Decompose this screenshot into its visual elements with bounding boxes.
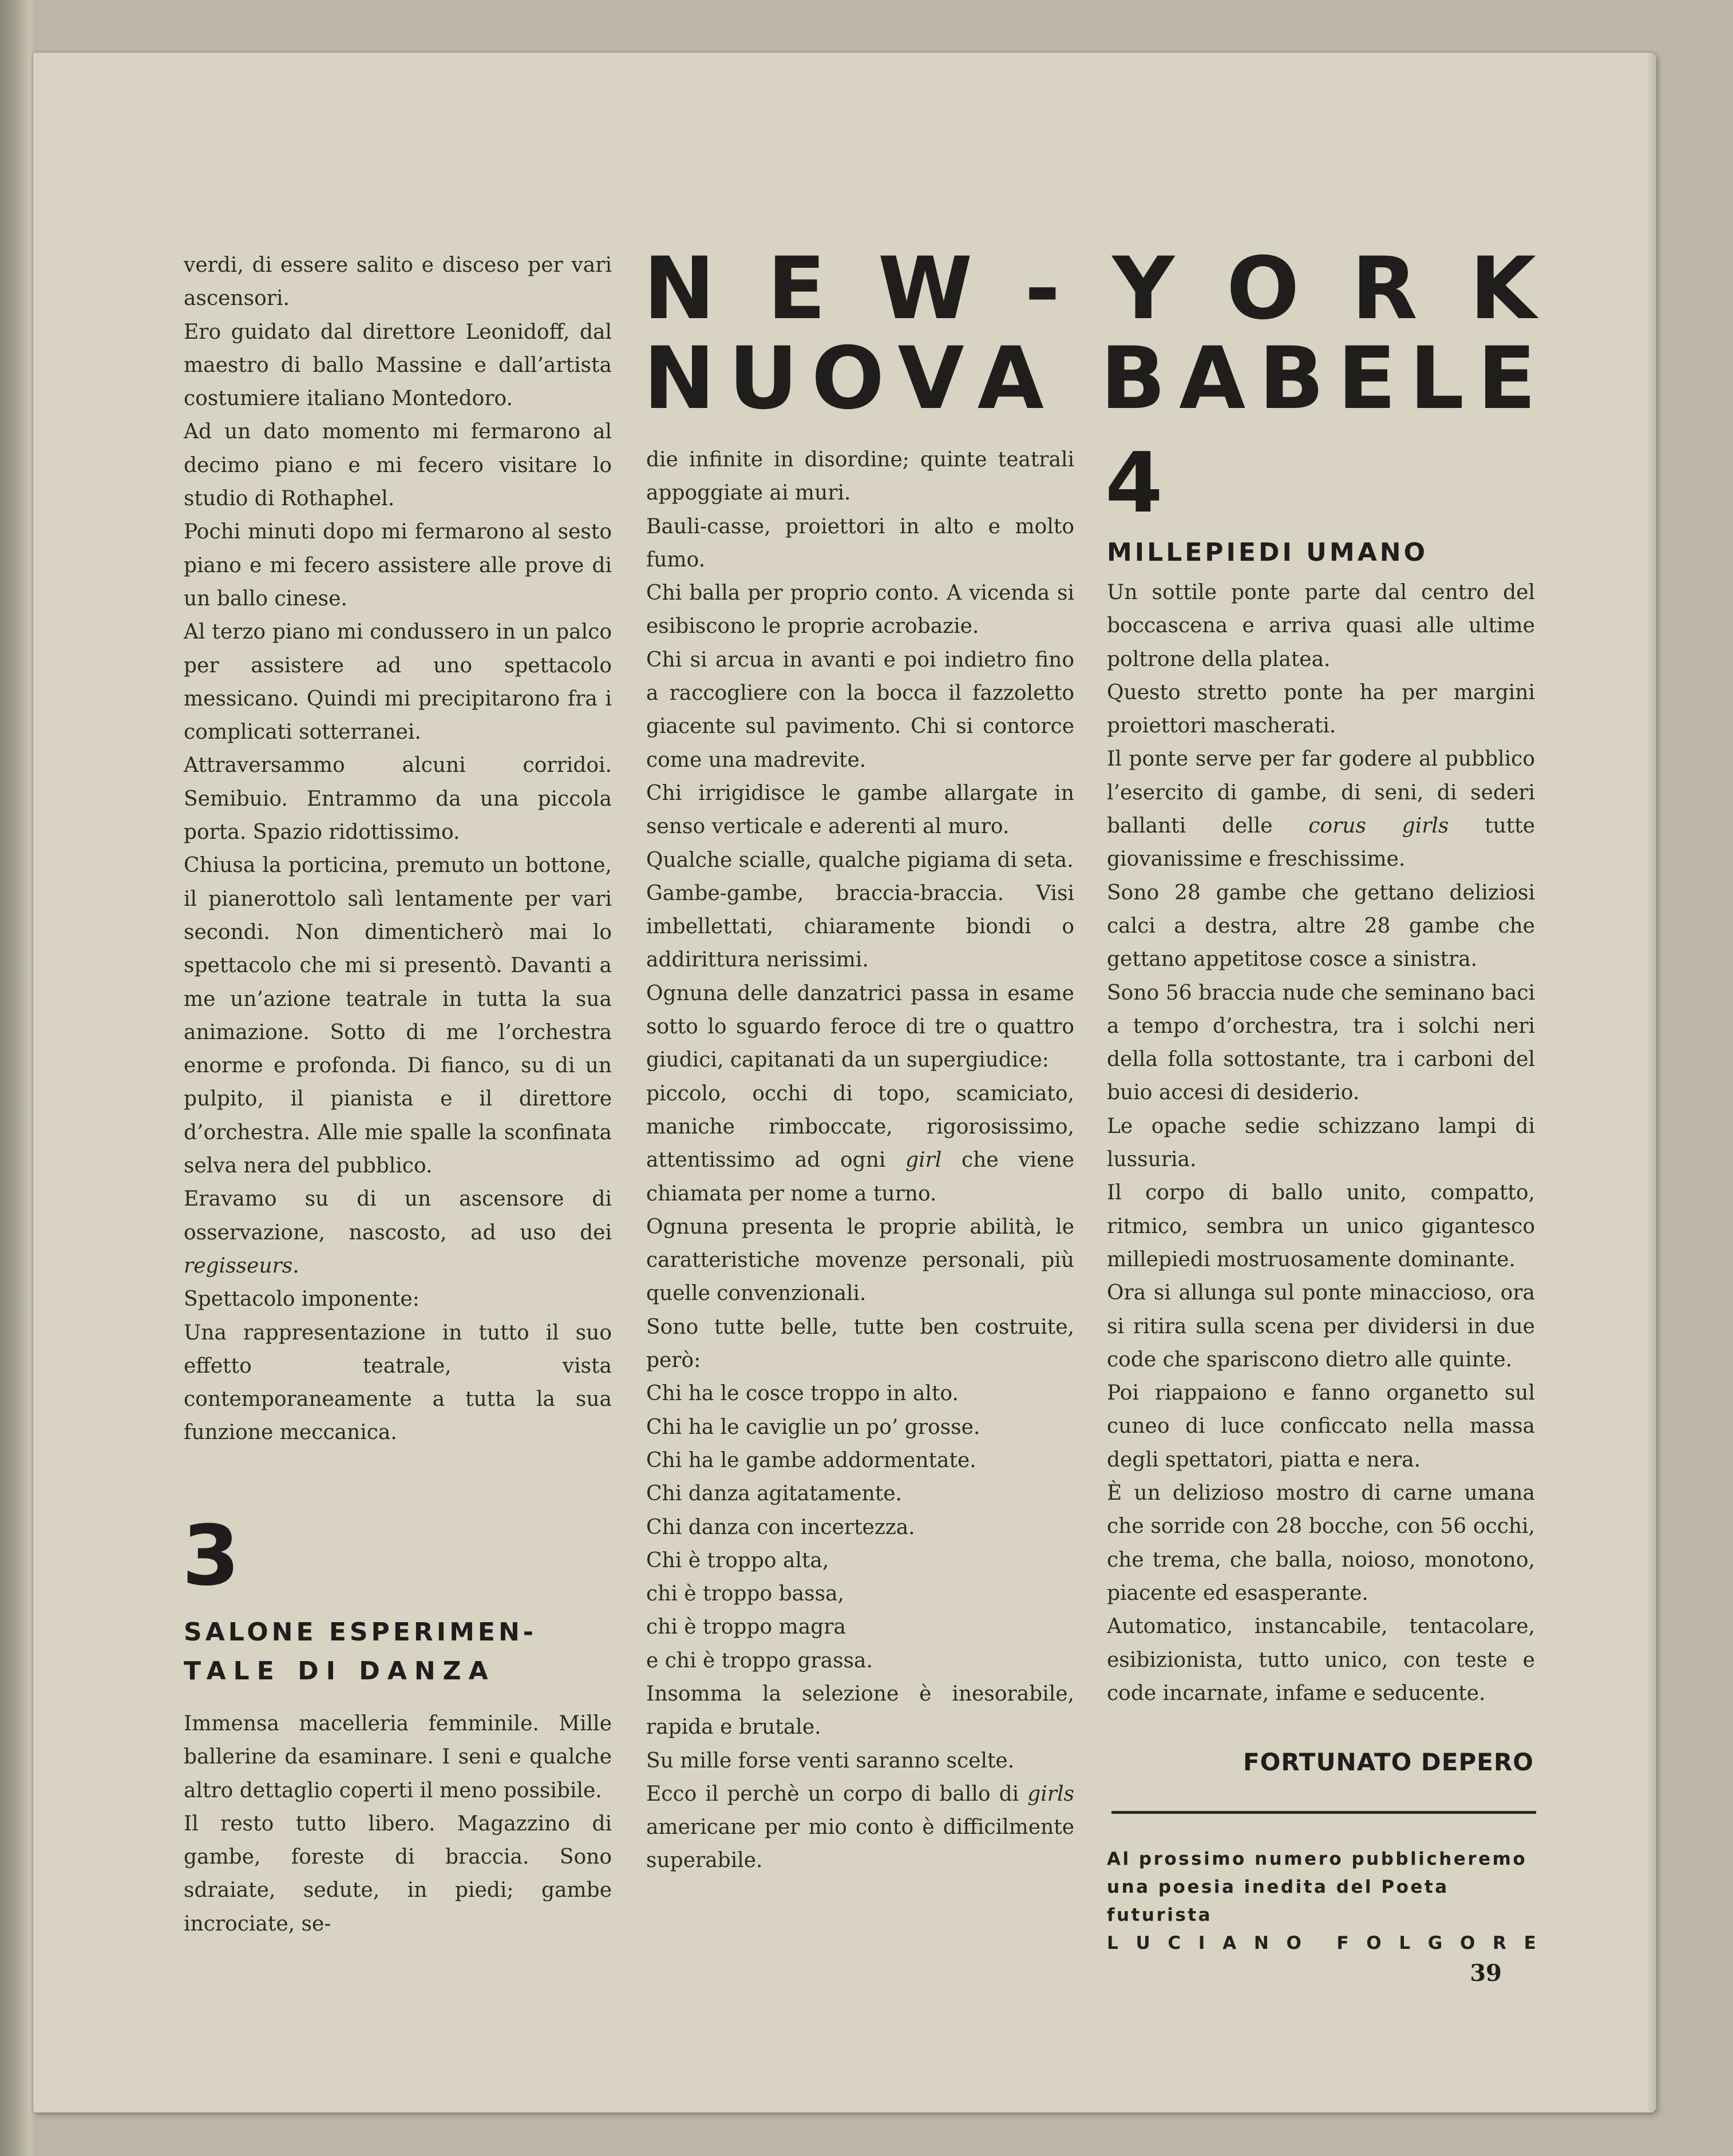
paragraph: Chi danza agitatamente. (646, 1482, 902, 1506)
title-2-letter: A (1179, 329, 1246, 429)
paragraph: die infinite in disordine; quinte teatrali appoggiate ai muri. (646, 448, 1074, 505)
paragraph: Chi balla per proprio conto. A vicenda si esibiscono le proprie acrobazie. (646, 581, 1074, 639)
column-2 (646, 443, 1074, 1878)
title-1-letter: N (643, 239, 715, 339)
paragraph (1107, 743, 1535, 876)
notice-name-letter: G (1427, 1933, 1443, 1953)
paragraph: verdi, di essere salito e disceso per vari ascensori. (184, 253, 612, 311)
paragraph: Chi irrigidisce le gambe allargate in senso verticale e aderenti al muro. (646, 781, 1074, 839)
paragraph-text: Eravamo su di un ascensore di osservazione, nascosto, ad uso dei (184, 1187, 612, 1245)
title-1-letter: R (1351, 239, 1418, 339)
title-2-letter: E (1477, 329, 1536, 429)
paragraph: Automatico, instancabile, tentacolare, esibizionista, tutto unico, con teste e code incarnate, infame e seducente. (1107, 1615, 1535, 1705)
notice-name-letter: O (1286, 1933, 1301, 1953)
title-1-letter: Y (1112, 239, 1174, 339)
paragraph: Il corpo di ballo unito, compatto, ritmico, sembra un unico gigantesco millepiedi mostruosamente dominante. (1107, 1181, 1535, 1271)
title-2-letter: U (728, 329, 798, 429)
paragraph: Questo stretto ponte ha per margini proiettori mascherati. (1107, 680, 1535, 738)
notice-name-letter: O (1366, 1933, 1382, 1953)
paragraph: Chi danza con incertezza. (646, 1515, 915, 1539)
paragraph-text: Il ponte serve per far godere al pubblico l’esercito di gambe, di seni, di sederi ballanti delle (1107, 747, 1535, 838)
title-2-letter: A (977, 329, 1044, 429)
divider-rule (1111, 1811, 1536, 1814)
italic-term: corus girls (1308, 814, 1449, 838)
notice-name-letter: L (1107, 1933, 1118, 1953)
title-1-letter: E (767, 239, 826, 339)
paragraph: Il resto tutto libero. Magazzino di gambe, foreste di braccia. Sono sdraiate, sedute, in piedi; gambe incrociate, se- (184, 1812, 612, 1936)
paragraph: Una rappresentazione in tutto il suo effetto teatrale, vista contemporaneamente a tutta la sua funzione meccanica. (184, 1321, 612, 1445)
section-4-heading: MILLEPIEDI UMANO (1107, 538, 1428, 567)
notice-line-2: una poesia inedita del Poeta futurista (1107, 1877, 1449, 1925)
notice-name-letter: N (1253, 1933, 1269, 1953)
title-1-letter: W (877, 239, 973, 339)
paragraph: Ero guidato dal direttore Leonidoff, dal maestro di ballo Massine e dall’artista costumiere italiano Montedoro. (184, 320, 612, 411)
section-4-body (1107, 576, 1535, 1710)
section-3-number: 3 (182, 1508, 240, 1604)
section-4-number: 4 (1105, 435, 1163, 532)
paragraph: Poi riappaiono e fanno organetto sul cuneo di luce conficcato nella massa degli spettatori, piatta e nera. (1107, 1381, 1535, 1472)
paragraph: Attraversammo alcuni corridoi. Semibuio. Entrammo da una piccola porta. Spazio ridottissimo. (184, 754, 612, 845)
paragraph: Ognuna presenta le proprie abilità, le caratteristiche movenze personali, più quelle convenzionali. (646, 1215, 1074, 1306)
paragraph: Pochi minuti dopo mi fermarono al sesto piano e mi fecero assistere alle prove di un ballo cinese. (184, 520, 612, 611)
notice-name-letter: R (1493, 1933, 1506, 1953)
title-2-letter (1057, 336, 1087, 422)
paragraph: Spettacolo imponente: (184, 1287, 420, 1311)
paragraph: Sono 28 gambe che gettano deliziosi calci a destra, altre 28 gambe che gettano appetitose cosce a sinistra. (1107, 881, 1535, 972)
next-issue-notice (1107, 1845, 1536, 1957)
paragraph: Ad un dato momento mi fermarono al decimo piano e mi fecero visitare lo studio di Rothaphel. (184, 420, 612, 511)
column-1 (184, 249, 612, 1450)
paragraph: e chi è troppo grassa. (646, 1648, 873, 1673)
title-line-1 (643, 239, 1536, 339)
section-3-heading-line-1: SALONE ESPERIMEN- (184, 1618, 537, 1647)
title-2-letter: L (1409, 329, 1465, 429)
title-line-2 (643, 329, 1536, 429)
notice-poet-name (1107, 1929, 1536, 1957)
paragraph (646, 1778, 1074, 1878)
paragraph-text: piccolo, occhi di topo, scamiciato, maniche rimboccate, rigorosissimo, attentissimo ad ogni (646, 1081, 1074, 1172)
paragraph: Chi è troppo alta, (646, 1548, 829, 1572)
paragraph: Bauli-casse, proiettori in alto e molto fumo. (646, 514, 1074, 572)
paragraph: chi è troppo magra (646, 1615, 846, 1639)
paragraph: Chi ha le cosce troppo in alto. (646, 1382, 959, 1406)
paragraph: Chi ha le gambe addormentate. (646, 1448, 976, 1472)
italic-term: regisseurs (184, 1254, 293, 1278)
title-1-letter: K (1469, 239, 1536, 339)
notice-name-letter: L (1399, 1933, 1411, 1953)
section-3-heading (184, 1613, 619, 1691)
paragraph: Chi ha le caviglie un po’ grosse. (646, 1415, 980, 1439)
title-2-letter: B (1100, 329, 1166, 429)
paragraph: Chiusa la porticina, premuto un bottone, il pianerottolo salì lentamente per vari secondi. Non dimenticherò mai lo spettacolo che mi si presentò. Davanti a me un’azione teatrale in tutta la sua animazione. Sotto di me l’orchestra enorme e profonda. Di fianco, su di un pulpito, il pianista e il direttore d’orchestra. Alle mie spalle la sconfinata selva nera del pubblico. (184, 854, 612, 1178)
paragraph: Qualche scialle, qualche pigiama di seta. (646, 848, 1074, 872)
title-2-letter: N (643, 329, 715, 429)
paragraph: Gambe-gambe, braccia-braccia. Visi imbellettati, chiaramente biondi o addirittura nerissimi. (646, 881, 1074, 972)
page-number: 39 (1470, 1960, 1502, 1987)
paragraph: Su mille forse venti saranno scelte. (646, 1749, 1015, 1773)
italic-term: girls (1027, 1782, 1074, 1806)
paragraph: Ora si allunga sul ponte minaccioso, ora si ritira sulla scena per dividersi in due code che spariscono dietro alle quinte. (1107, 1281, 1535, 1372)
paragraph-text: che viene chiamata per nome a turno. (646, 1148, 1074, 1206)
paragraph: Sono tutte belle, tutte ben costruite, però: (646, 1315, 1074, 1373)
paragraph: Immensa macelleria femminile. Mille ballerine da esaminare. I seni e qualche altro dettaglio coperti il meno possibile. (184, 1712, 612, 1802)
paragraph: Ognuna delle danzatrici passa in esame sotto lo sguardo feroce di tre o quattro giudici, capitanati da un supergiudice: (646, 981, 1074, 1072)
title-2-letter: V (897, 329, 964, 429)
paragraph: È un delizioso mostro di carne umana che sorride con 28 bocche, con 56 occhi, che trema, che balla, noioso, monotono, piacente ed esasperante. (1107, 1481, 1535, 1605)
paragraph: Chi si arcua in avanti e poi indietro fino a raccogliere con la bocca il fazzoletto giacente sul pavimento. Chi si contorce come una madrevite. (646, 648, 1074, 772)
paragraph: Un sottile ponte parte dal centro del boccascena e arriva quasi alle ultime poltrone della platea. (1107, 581, 1535, 671)
paragraph-text: . (292, 1254, 299, 1278)
title-1-letter: O (1226, 239, 1300, 339)
notice-name-letter: I (1198, 1933, 1205, 1953)
paragraph: Sono 56 braccia nude che seminano baci a tempo d’orchestra, tra i solchi neri della folla sottostante, tra i carboni del buio accesi di desiderio. (1107, 981, 1535, 1105)
italic-term: girl (905, 1148, 942, 1172)
paragraph-text: Ecco il perchè un corpo di ballo di (646, 1782, 1028, 1806)
paragraph: Al terzo piano mi condussero in un palco per assistere ad uno spettacolo messicano. Quindi mi precipitarono fra i complicati sotterranei. (184, 620, 612, 744)
notice-name-letter: F (1336, 1933, 1349, 1953)
paragraph: chi è troppo bassa, (646, 1582, 844, 1606)
author-signature: FORTUNATO DEPERO (1243, 1748, 1534, 1776)
magazine-page (33, 53, 1656, 2113)
notice-name-letter: A (1222, 1933, 1237, 1953)
paragraph-text: americane per mio conto è difficilmente superabile. (646, 1816, 1074, 1873)
notice-name-letter: C (1168, 1933, 1181, 1953)
title-2-letter: B (1259, 329, 1324, 429)
notice-name-letter: U (1135, 1933, 1150, 1953)
section-3-body (184, 1707, 612, 1941)
paragraph: Le opache sedie schizzano lampi di lussuria. (1107, 1114, 1535, 1172)
paragraph: Insomma la selezione è inesorabile, rapida e brutale. (646, 1682, 1074, 1739)
notice-name-letter: E (1524, 1933, 1536, 1953)
title-2-letter: O (811, 329, 885, 429)
paragraph (646, 1077, 1074, 1211)
paragraph (184, 1183, 612, 1283)
title-2-letter: E (1337, 329, 1396, 429)
paragraph-text: tutte giovanissime e freschissime. (1107, 814, 1536, 871)
title-1-letter: - (1024, 239, 1061, 339)
section-3-heading-line-2: TALE DI DANZA (184, 1656, 496, 1686)
notice-name-letter: O (1459, 1933, 1475, 1953)
notice-line-1: Al prossimo numero pubblicheremo (1107, 1849, 1528, 1869)
